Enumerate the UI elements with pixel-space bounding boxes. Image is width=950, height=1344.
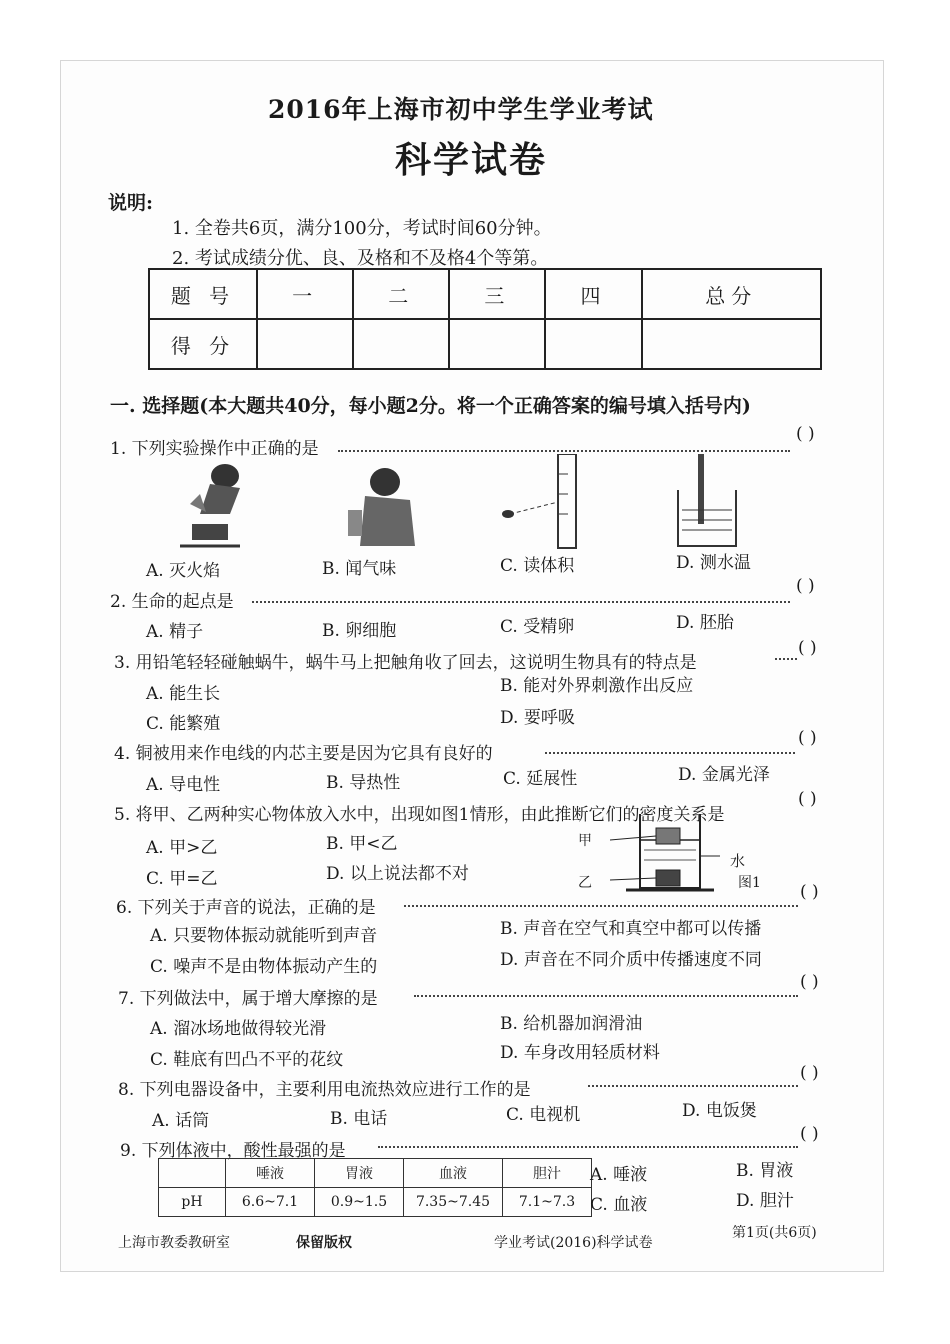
footer-publisher: 上海市教委教研室: [118, 1235, 230, 1251]
figure-label-jia: 甲: [578, 833, 592, 849]
score-cell[interactable]: [353, 319, 449, 369]
option: A. 能生长: [146, 684, 221, 704]
option: A. 灭火焰: [146, 561, 221, 581]
section-heading: 一. 选择题(本大题共40分，每小题2分。将一个正确答案的编号填入括号内): [110, 395, 751, 417]
score-table-header: 总分: [642, 269, 822, 319]
option: B. 卵细胞: [322, 621, 397, 641]
score-cell[interactable]: [642, 319, 822, 369]
option: B. 给机器加润滑油: [500, 1014, 643, 1034]
question-stem: 4. 铜被用来作电线的内芯主要是因为它具有良好的: [114, 744, 493, 764]
footer-rights: 保留版权: [296, 1235, 352, 1251]
question-stem: 1. 下列实验操作中正确的是: [110, 439, 319, 459]
ph-table-header: 胆汁: [503, 1159, 592, 1188]
ph-table-header: [159, 1159, 226, 1188]
footer-exam-name: 学业考试(2016)科学试卷: [494, 1235, 653, 1251]
ph-table-cell: 7.1~7.3: [503, 1188, 592, 1217]
score-cell[interactable]: [545, 319, 641, 369]
question-stem: 8. 下列电器设备中，主要利用电流热效应进行工作的是: [118, 1080, 531, 1100]
leader-dots: [252, 601, 790, 603]
option: C. 电视机: [506, 1105, 581, 1125]
option: C. 鞋底有凹凸不平的花纹: [150, 1050, 344, 1070]
question-stem: 6. 下列关于声音的说法，正确的是: [116, 898, 376, 918]
option: C. 噪声不是由物体振动产生的: [150, 957, 378, 977]
option: B. 甲<乙: [326, 834, 398, 854]
option: D. 电饭煲: [682, 1101, 757, 1121]
ph-table-cell: pH: [159, 1188, 226, 1217]
option: D. 声音在不同介质中传播速度不同: [500, 950, 762, 970]
option: D. 金属光泽: [678, 765, 770, 785]
option: D. 胚胎: [676, 613, 734, 633]
score-row-label: 得 分: [149, 319, 257, 369]
option: C. 读体积: [500, 556, 575, 576]
option: A. 导电性: [146, 775, 221, 795]
option: A. 唾液: [590, 1165, 648, 1185]
answer-blank[interactable]: ( ): [798, 728, 817, 748]
option: B. 能对外界刺激作出反应: [500, 676, 694, 696]
figure-label-yi: 乙: [578, 875, 592, 891]
leader-dots: [545, 752, 795, 754]
note-item: 1. 全卷共6页，满分100分，考试时间60分钟。: [172, 218, 552, 239]
option: C. 能繁殖: [146, 714, 221, 734]
option: B. 导热性: [326, 773, 401, 793]
footer-page-number: 第1页(共6页): [732, 1225, 817, 1241]
answer-blank[interactable]: ( ): [800, 1124, 819, 1144]
option: C. 延展性: [503, 769, 578, 789]
read-volume-illustration: [502, 454, 576, 548]
answer-blank[interactable]: ( ): [796, 424, 815, 444]
question-stem: 2. 生命的起点是: [110, 592, 234, 612]
question-stem: 9. 下列体液中，酸性最强的是: [120, 1141, 346, 1161]
exam-subject-title: 科学试卷: [395, 139, 548, 181]
answer-blank[interactable]: ( ): [798, 638, 817, 658]
answer-blank[interactable]: ( ): [800, 972, 819, 992]
answer-blank[interactable]: ( ): [798, 789, 817, 809]
option: B. 电话: [330, 1109, 388, 1129]
leader-dots: [404, 905, 798, 907]
q1-illustrations: [170, 454, 770, 554]
ph-table-header: 胃液: [315, 1159, 404, 1188]
option: D. 以上说法都不对: [326, 864, 469, 884]
score-table-header: 三: [449, 269, 545, 319]
option: A. 精子: [146, 622, 204, 642]
option: A. 甲>乙: [146, 838, 218, 858]
option: D. 车身改用轻质材料: [500, 1043, 660, 1063]
score-table-header: 题 号: [149, 269, 257, 319]
score-cell[interactable]: [257, 319, 353, 369]
exam-title: 2016年上海市初中学生学业考试: [268, 95, 654, 124]
answer-blank[interactable]: ( ): [800, 882, 819, 902]
option: B. 闻气味: [322, 559, 397, 579]
score-table: [148, 268, 822, 370]
notes-heading: 说明:: [108, 192, 154, 214]
note-item: 2. 考试成绩分优、良、及格和不及格4个等第。: [172, 248, 549, 269]
score-table-header: 二: [353, 269, 449, 319]
extinguish-flame-illustration: [180, 464, 240, 546]
ph-table-cell: 6.6~7.1: [226, 1188, 315, 1217]
figure-label-water: 水: [730, 852, 746, 870]
ph-table-cell: 0.9~1.5: [315, 1188, 404, 1217]
option: D. 胆汁: [736, 1191, 794, 1211]
option: C. 受精卵: [500, 617, 575, 637]
score-table-header: 一: [257, 269, 353, 319]
figure-caption: 图1: [738, 875, 761, 891]
leader-dots: [775, 658, 797, 660]
score-table-header: 四: [545, 269, 641, 319]
leader-dots: [338, 450, 790, 452]
question-stem: 3. 用铅笔轻轻碰触蜗牛，蜗牛马上把触角收了回去，这说明生物具有的特点是: [114, 653, 697, 673]
score-cell[interactable]: [449, 319, 545, 369]
option: C. 甲=乙: [146, 869, 218, 889]
leader-dots: [414, 995, 798, 997]
answer-blank[interactable]: ( ): [796, 576, 815, 596]
option: A. 溜冰场地做得较光滑: [150, 1019, 327, 1039]
question-stem: 7. 下列做法中，属于增大摩擦的是: [118, 989, 378, 1009]
measure-water-temperature-illustration: [678, 454, 736, 546]
figure-1-diagram: [610, 810, 720, 892]
ph-table: [158, 1158, 592, 1217]
leader-dots: [378, 1146, 798, 1148]
option: D. 要呼吸: [500, 708, 575, 728]
ph-table-header: 唾液: [226, 1159, 315, 1188]
option: C. 血液: [590, 1195, 648, 1215]
ph-table-cell: 7.35~7.45: [404, 1188, 503, 1217]
ph-table-header: 血液: [404, 1159, 503, 1188]
option: A. 话筒: [152, 1111, 210, 1131]
question-stem: 5. 将甲、乙两种实心物体放入水中，出现如图1情形，由此推断它们的密度关系是: [114, 805, 725, 825]
option: B. 胃液: [736, 1161, 794, 1181]
smell-gas-illustration: [348, 468, 415, 546]
answer-blank[interactable]: ( ): [800, 1063, 819, 1083]
leader-dots: [588, 1085, 798, 1087]
option: B. 声音在空气和真空中都可以传播: [500, 919, 762, 939]
option: D. 测水温: [676, 553, 751, 573]
option: A. 只要物体振动就能听到声音: [150, 926, 378, 946]
